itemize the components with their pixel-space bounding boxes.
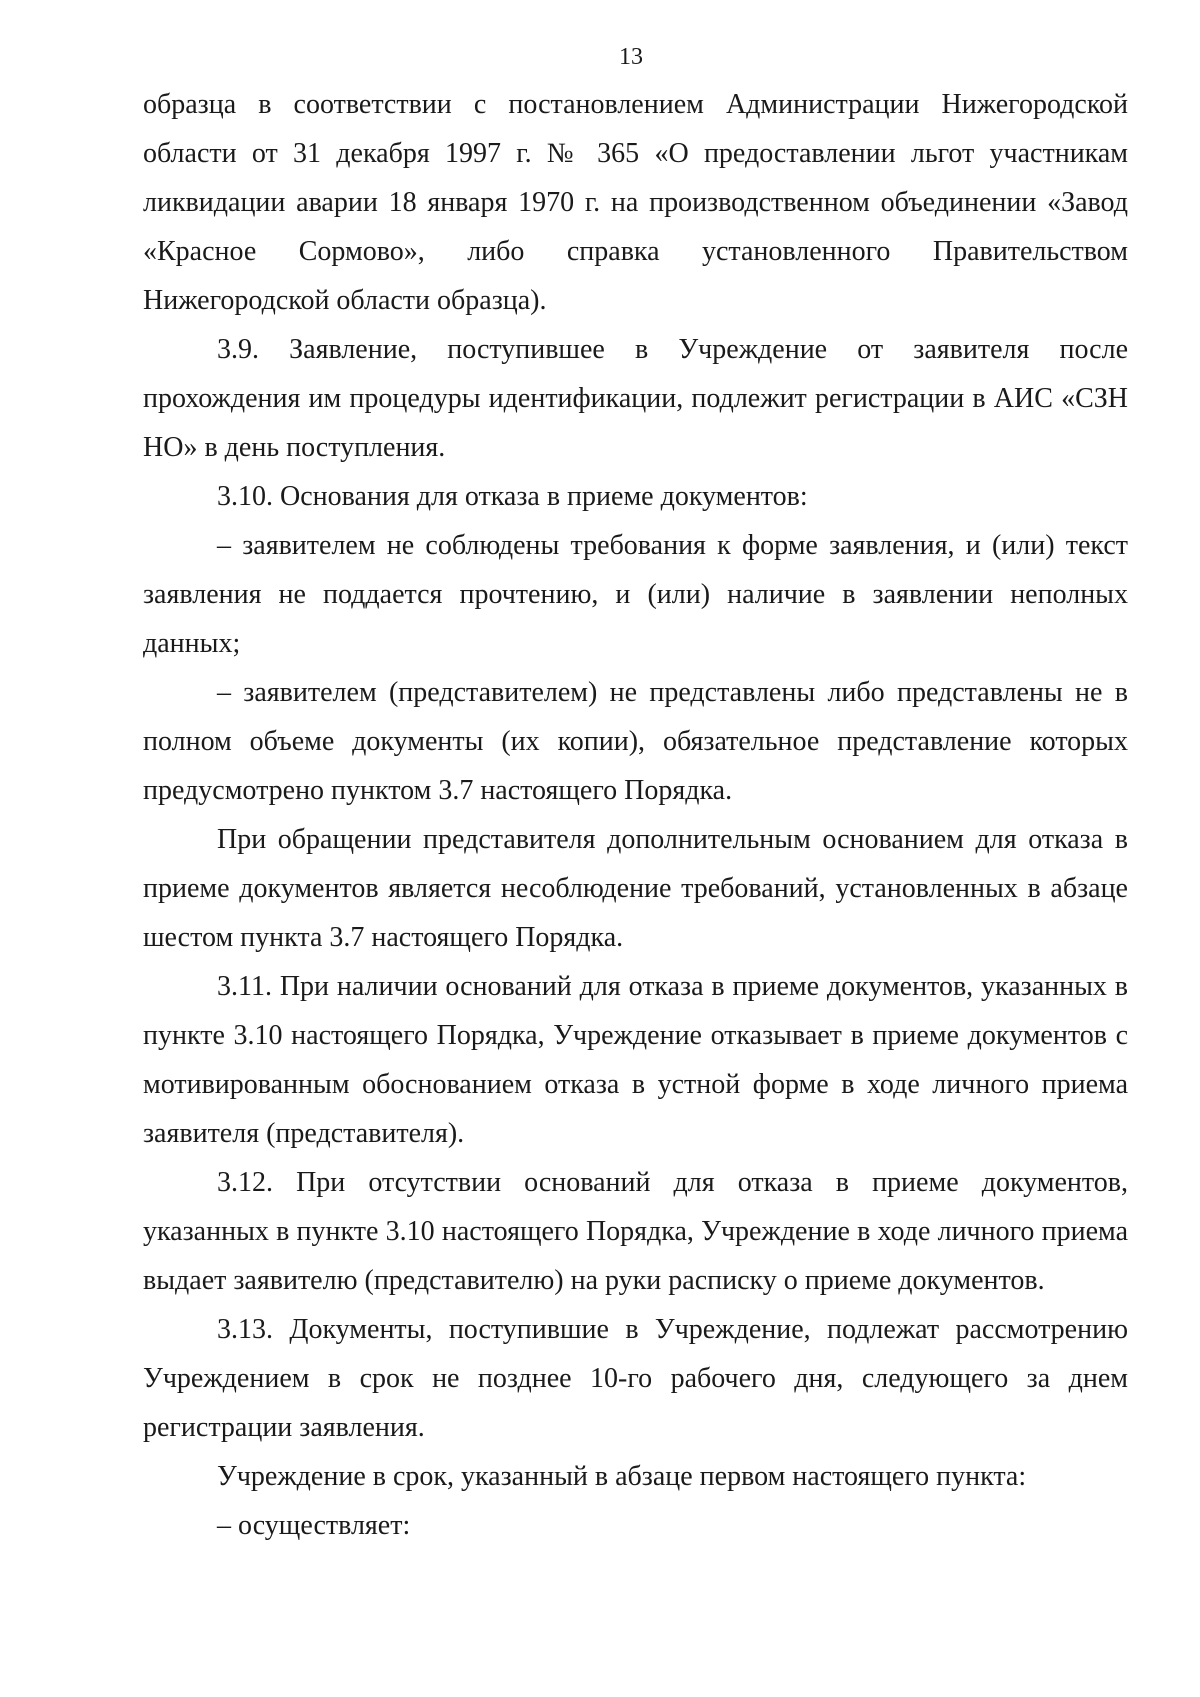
page-number: 13 — [619, 44, 643, 70]
paragraph-3-10: 3.10. Основания для отказа в приеме документов: — [217, 481, 808, 512]
paragraph-3-12: 3.12. При отсутствии оснований для отказа в приеме документов, указанных в пункте 3.10 настоящего Порядка, Учреждение в ходе личного приема выдает заявителю (представителю) на руки расписку о приеме документов. — [143, 1167, 1128, 1296]
list-item-refusal-reason-2: – заявителем (представителем) не представлены либо представлены не в полном объеме документы (их копии), обязательное представление которых предусмотрено пунктом 3.7 настоящего Порядка. — [143, 677, 1128, 806]
paragraph-institution-term: Учреждение в срок, указанный в абзаце первом настоящего пункта: — [217, 1461, 1027, 1492]
paragraph-3-11: 3.11. При наличии оснований для отказа в приеме документов, указанных в пункте 3.10 настоящего Порядка, Учреждение отказывает в приеме документов с мотивированным обоснованием отказа в устной форме в ходе личного приема заявителя (представителя). — [143, 971, 1128, 1149]
paragraph-3-13: 3.13. Документы, поступившие в Учреждение, подлежат рассмотрению Учреждением в срок не позднее 10-го рабочего дня, следующего за днем регистрации заявления. — [143, 1314, 1128, 1443]
paragraph-representative: При обращении представителя дополнительным основанием для отказа в приеме документов является несоблюдение требований, установленных в абзаце шестом пункта 3.7 настоящего Порядка. — [143, 824, 1128, 953]
document-body — [143, 80, 1128, 1550]
list-item-performs: – осуществляет: — [217, 1510, 411, 1541]
list-item-refusal-reason-1: – заявителем не соблюдены требования к форме заявления, и (или) текст заявления не поддается прочтению, и (или) наличие в заявлении неполных данных; — [143, 530, 1128, 659]
paragraph-continuation: образца в соответствии с постановлением Администрации Нижегородской области от 31 декабря 1997 г. № 365 «О предоставлении льгот участникам ликвидации аварии 18 января 1970 г. на производственном объединении «Завод «Красное Сормово», либо справка установленного Правительством Нижегородской области образца). — [143, 89, 1128, 316]
paragraph-3-9: 3.9. Заявление, поступившее в Учреждение от заявителя после прохождения им процедуры идентификации, подлежит регистрации в АИС «СЗН НО» в день поступления. — [143, 334, 1128, 463]
